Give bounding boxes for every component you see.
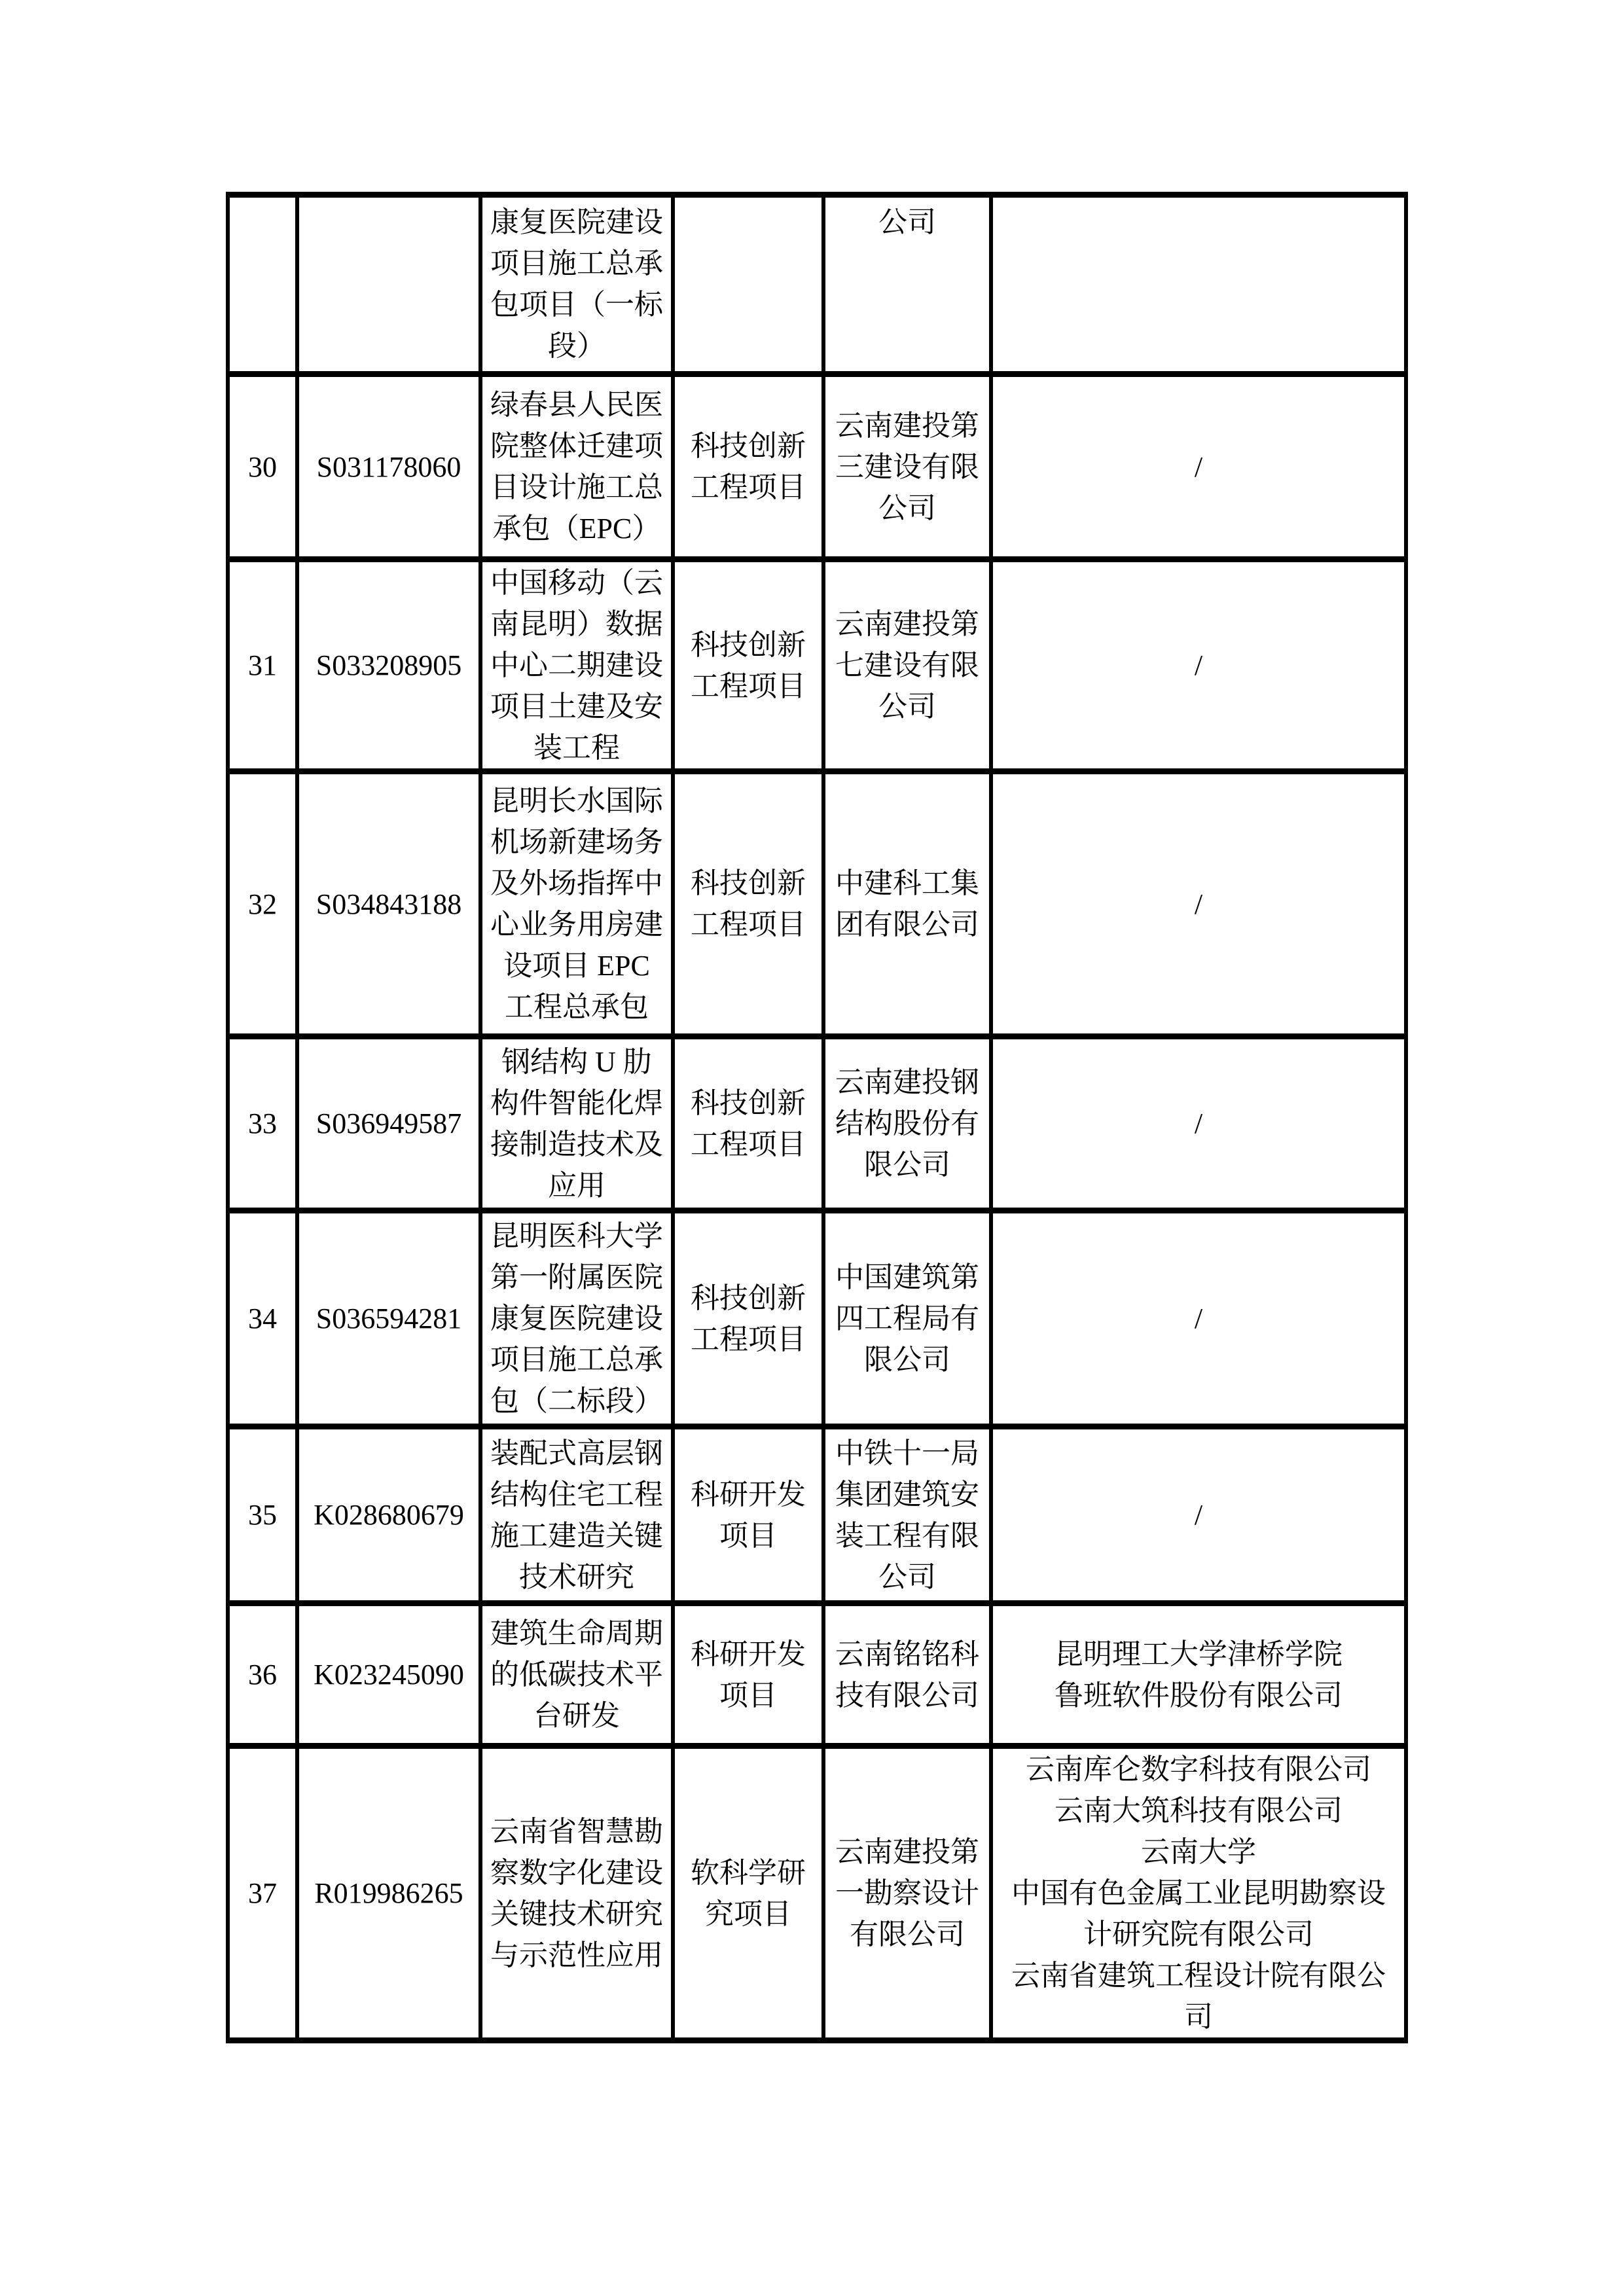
table-row	[228, 1427, 1406, 1604]
cell-project-name: 康复医院建设项目施工总承包项目（一标段）	[480, 195, 673, 374]
partner-line: 云南大学	[1141, 1836, 1256, 1868]
cell-project-type: 科技创新工程项目	[673, 1211, 823, 1427]
cell-project-type: 软科学研究项目	[673, 1746, 823, 2041]
cell-project-type: 科技创新工程项目	[673, 560, 823, 772]
partner-line: 云南省建筑工程设计院有限公司	[1011, 1960, 1386, 2033]
cell-company: 云南建投第七建设有限公司	[823, 560, 991, 772]
cell-partners	[991, 374, 1406, 560]
cell-project-id: K028680679	[297, 1427, 480, 1604]
cell-company: 云南铭铭科技有限公司	[823, 1604, 991, 1746]
partner-line: /	[1194, 450, 1203, 483]
cell-row-number: 32	[228, 772, 297, 1037]
partner-line: 云南库仑数字科技有限公司	[1026, 1753, 1371, 1785]
cell-project-name: 建筑生命周期的低碳技术平台研发	[480, 1604, 673, 1746]
cell-partners	[991, 1604, 1406, 1746]
cell-project-type: 科研开发项目	[673, 1427, 823, 1604]
cell-project-id: S036949587	[297, 1037, 480, 1211]
cell-project-name: 钢结构 U 肋构件智能化焊接制造技术及应用	[480, 1037, 673, 1211]
partner-line: /	[1194, 1107, 1203, 1139]
cell-partners	[991, 772, 1406, 1037]
cell-row-number: 31	[228, 560, 297, 772]
cell-project-type: 科技创新工程项目	[673, 374, 823, 560]
cell-project-id: S033208905	[297, 560, 480, 772]
cell-project-id: S034843188	[297, 772, 480, 1037]
cell-row-number: 34	[228, 1211, 297, 1427]
cell-project-name: 装配式高层钢结构住宅工程施工建造关键技术研究	[480, 1427, 673, 1604]
cell-project-id: R019986265	[297, 1746, 480, 2041]
partner-line: /	[1194, 1302, 1203, 1335]
cell-partners	[991, 1037, 1406, 1211]
partner-line: /	[1194, 649, 1203, 681]
cell-project-id: S036594281	[297, 1211, 480, 1427]
partner-line: /	[1194, 888, 1203, 920]
cell-project-type: 科研开发项目	[673, 1604, 823, 1746]
cell-row-number: 33	[228, 1037, 297, 1211]
cell-project-id	[297, 195, 480, 374]
cell-partners	[991, 195, 1406, 374]
projects-table	[226, 192, 1408, 2043]
table-row	[228, 374, 1406, 560]
table-row	[228, 1211, 1406, 1427]
cell-project-type: 科技创新工程项目	[673, 1037, 823, 1211]
cell-company: 中建科工集团有限公司	[823, 772, 991, 1037]
cell-project-type: 科技创新工程项目	[673, 772, 823, 1037]
partner-line: 鲁班软件股份有限公司	[1055, 1679, 1343, 1712]
partner-line: 中国有色金属工业昆明勘察设计研究院有限公司	[1011, 1877, 1386, 1950]
partner-line: /	[1194, 1499, 1203, 1531]
cell-company: 云南建投第三建设有限公司	[823, 374, 991, 560]
table-row	[228, 560, 1406, 772]
cell-company: 中铁十一局集团建筑安装工程有限公司	[823, 1427, 991, 1604]
cell-company: 云南建投第一勘察设计有限公司	[823, 1746, 991, 2041]
cell-project-type	[673, 195, 823, 374]
cell-project-name: 云南省智慧勘察数字化建设关键技术研究与示范性应用	[480, 1746, 673, 2041]
table-row	[228, 195, 1406, 374]
cell-company: 公司	[823, 195, 991, 374]
cell-project-id: K023245090	[297, 1604, 480, 1746]
cell-project-name: 绿春县人民医院整体迁建项目设计施工总承包（EPC）	[480, 374, 673, 560]
table-row	[228, 1604, 1406, 1746]
partner-line: 云南大筑科技有限公司	[1055, 1795, 1343, 1827]
cell-partners	[991, 1746, 1406, 2041]
cell-row-number: 37	[228, 1746, 297, 2041]
cell-project-name: 昆明长水国际机场新建场务及外场指挥中心业务用房建设项目 EPC 工程总承包	[480, 772, 673, 1037]
cell-row-number: 30	[228, 374, 297, 560]
table-row	[228, 772, 1406, 1037]
cell-row-number	[228, 195, 297, 374]
cell-project-id: S031178060	[297, 374, 480, 560]
cell-row-number: 35	[228, 1427, 297, 1604]
cell-company: 中国建筑第四工程局有限公司	[823, 1211, 991, 1427]
cell-partners	[991, 1427, 1406, 1604]
cell-partners	[991, 560, 1406, 772]
partner-line: 昆明理工大学津桥学院	[1055, 1638, 1343, 1670]
table-row	[228, 1037, 1406, 1211]
cell-partners	[991, 1211, 1406, 1427]
cell-row-number: 36	[228, 1604, 297, 1746]
cell-company: 云南建投钢结构股份有限公司	[823, 1037, 991, 1211]
cell-project-name: 昆明医科大学第一附属医院康复医院建设项目施工总承包（二标段）	[480, 1211, 673, 1427]
cell-project-name: 中国移动（云南昆明）数据中心二期建设项目土建及安装工程	[480, 560, 673, 772]
table-row	[228, 1746, 1406, 2041]
